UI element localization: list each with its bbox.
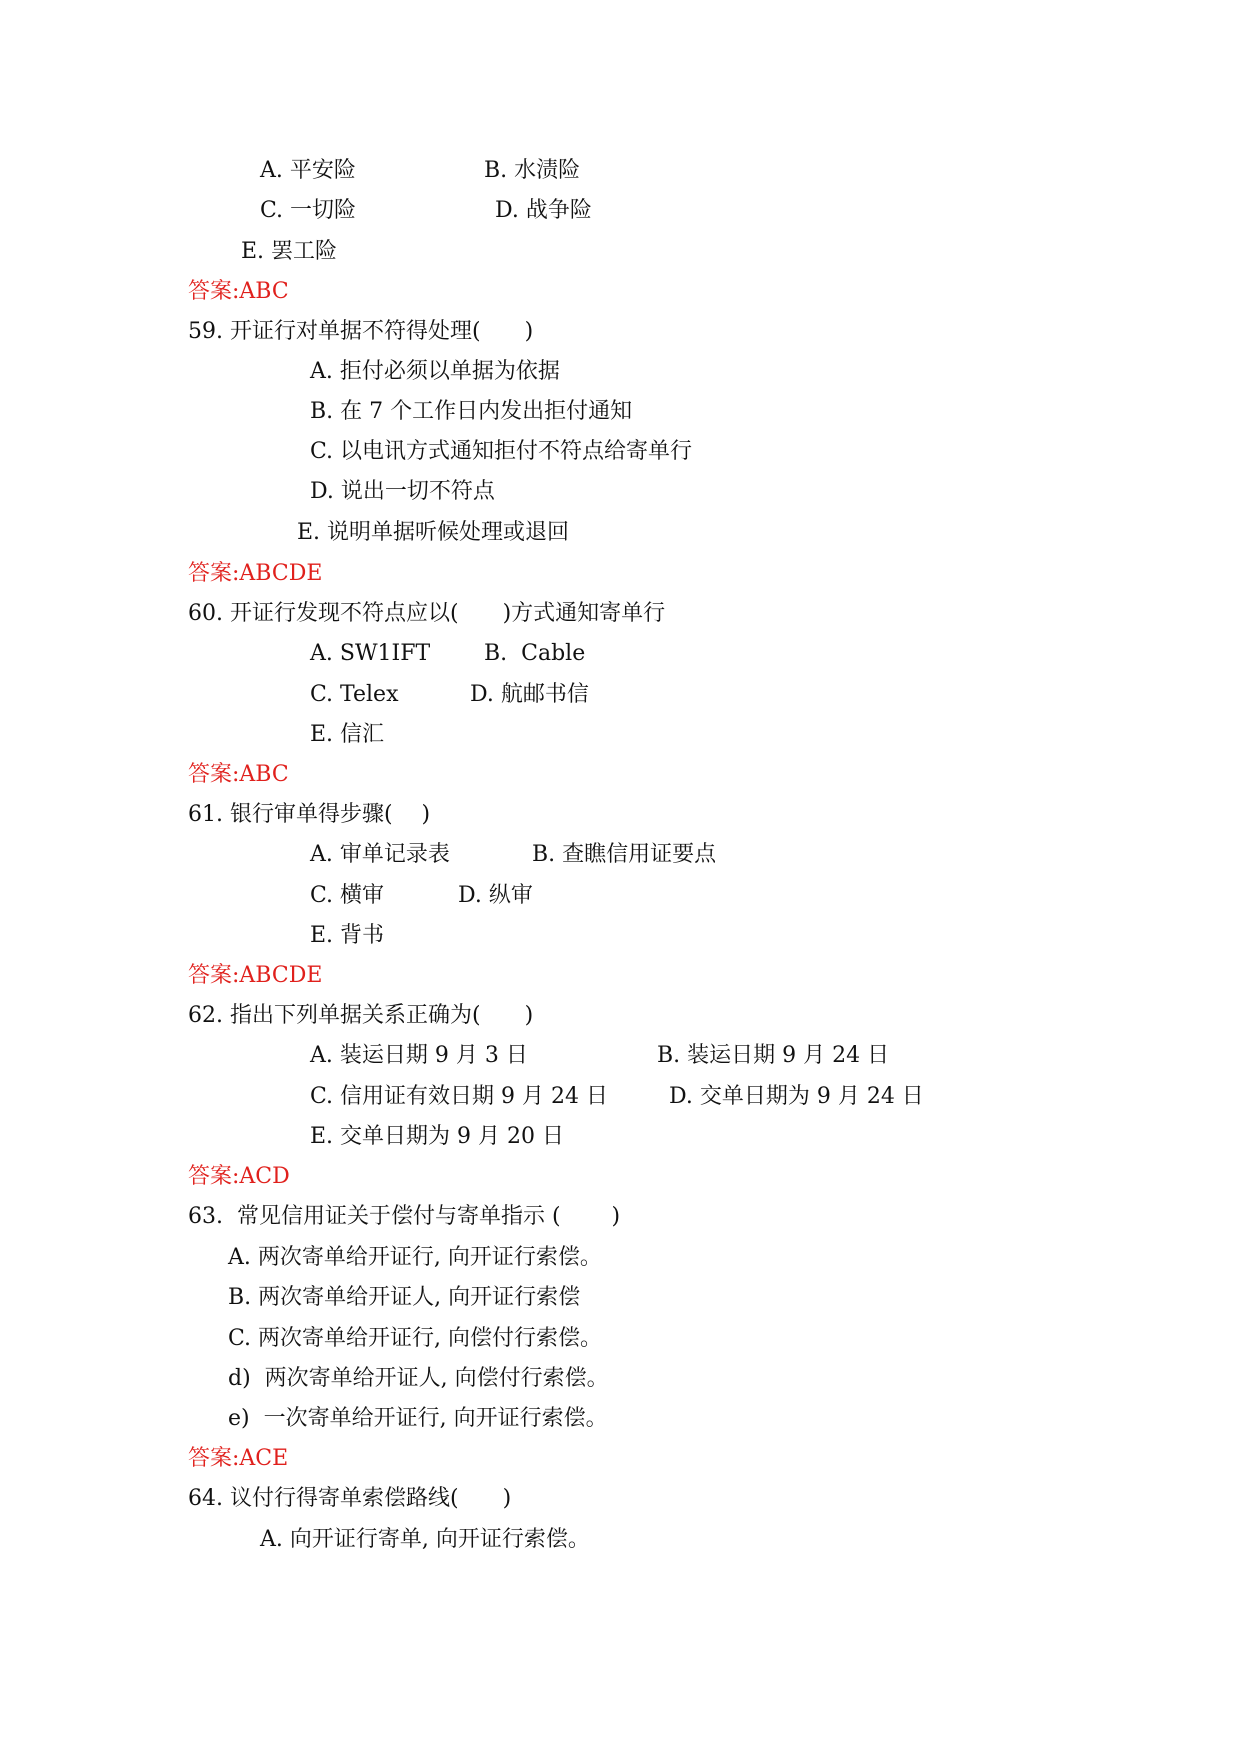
q61-question: 61. 银行审单得步骤( ) <box>188 802 431 827</box>
q63-option-a: A. 两次寄单给开证行, 向开证行索偿。 <box>228 1245 602 1270</box>
q59-question: 59. 开证行对单据不符得处理( ) <box>188 319 534 344</box>
q62-option-a: A. 装运日期 9 月 3 日 <box>310 1043 528 1068</box>
q64-question: 64. 议付行得寄单索偿路线( ) <box>188 1486 512 1511</box>
q60-question: 60. 开证行发现不符点应以( )方式通知寄单行 <box>188 601 666 626</box>
q62-option-d: D. 交单日期为 9 月 24 日 <box>669 1084 924 1109</box>
q59-option-e: E. 说明单据听候处理或退回 <box>297 520 570 545</box>
q63-option-d: d) 两次寄单给开证人, 向偿付行索偿。 <box>228 1366 609 1391</box>
q62-option-c: C. 信用证有效日期 9 月 24 日 <box>310 1084 608 1109</box>
q60-answer: 答案:ABC <box>188 762 289 787</box>
q61-option-b: B. 查瞧信用证要点 <box>532 842 717 867</box>
q63-question: 63. 常见信用证关于偿付与寄单指示 ( ) <box>188 1204 621 1229</box>
q64-option-a: A. 向开证行寄单, 向开证行索偿。 <box>260 1527 590 1552</box>
q61-option-c: C. 横审 <box>310 883 385 908</box>
q58-answer: 答案:ABC <box>188 279 289 304</box>
q63-answer: 答案:ACE <box>188 1446 289 1471</box>
q58-option-e: E. 罢工险 <box>241 239 338 264</box>
q58-option-d: D. 战争险 <box>495 198 592 223</box>
q63-option-e: e) 一次寄单给开证行, 向开证行索偿。 <box>228 1406 608 1431</box>
q61-option-a: A. 审单记录表 <box>310 842 450 867</box>
q60-option-a: A. SW1IFT <box>310 641 431 666</box>
q60-option-d: D. 航邮书信 <box>470 682 589 707</box>
q62-question: 62. 指出下列单据关系正确为( ) <box>188 1003 534 1028</box>
q61-answer: 答案:ABCDE <box>188 963 323 988</box>
q58-option-a: A. 平安险 <box>260 158 356 183</box>
q59-option-c: C. 以电讯方式通知拒付不符点给寄单行 <box>310 439 693 464</box>
q58-option-c: C. 一切险 <box>260 198 357 223</box>
q63-option-c: C. 两次寄单给开证行, 向偿付行索偿。 <box>228 1326 603 1351</box>
q61-option-e: E. 背书 <box>310 923 385 948</box>
q58-option-b: B. 水渍险 <box>484 158 581 183</box>
q59-answer: 答案:ABCDE <box>188 561 323 586</box>
q61-option-d: D. 纵审 <box>458 883 533 908</box>
q59-option-d: D. 说出一切不符点 <box>310 479 495 504</box>
q60-option-b: B. Cable <box>484 641 586 666</box>
q62-option-e: E. 交单日期为 9 月 20 日 <box>310 1124 565 1149</box>
q63-option-b: B. 两次寄单给开证人, 向开证行索偿 <box>228 1285 581 1310</box>
q62-option-b: B. 装运日期 9 月 24 日 <box>657 1043 890 1068</box>
q60-option-c: C. Telex <box>310 682 399 707</box>
q60-option-e: E. 信汇 <box>310 722 385 747</box>
q62-answer: 答案:ACD <box>188 1164 290 1189</box>
q59-option-a: A. 拒付必须以单据为依据 <box>310 359 560 384</box>
q59-option-b: B. 在 7 个工作日内发出拒付通知 <box>310 399 633 424</box>
